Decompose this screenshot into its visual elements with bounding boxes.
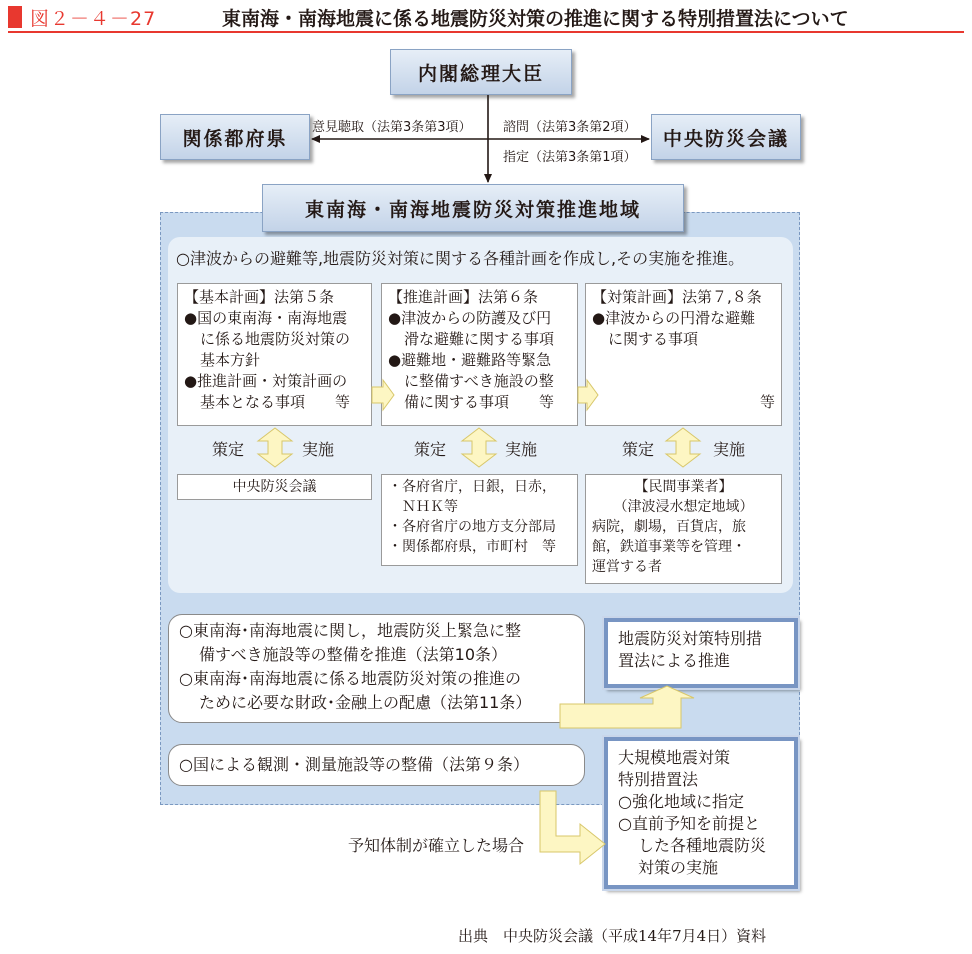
measures-line: ○国による観測・測量施設等の整備（法第９条）	[179, 755, 529, 774]
source-note: 出典 中央防災会議（平成14年7月4日）資料	[458, 927, 767, 945]
plan-promotion-line: 備に関する事項 等	[404, 393, 555, 411]
large-scale-line: 大規模地震対策	[618, 748, 731, 767]
implementer-line: 運営する者	[592, 559, 662, 575]
edge-label-designate: 指定（法第3条第1項）	[503, 150, 637, 165]
flow-arrow-promotion-to-countermeasure	[578, 380, 598, 410]
implementer-line: ・各府省庁の地方支分部局	[388, 519, 556, 535]
double-arrow-basic	[258, 428, 292, 467]
implementer-line: ・関係都府県，市町村 等	[388, 539, 556, 555]
figure-title: 東南海・南海地震に係る地震防災対策の推進に関する特別措置法について	[222, 8, 849, 30]
edge-label-consult: 諮問（法第3条第2項）	[503, 120, 637, 135]
plan-promotion-line: 滑な避難に関する事項	[404, 330, 555, 348]
node-prime-minister: 内閣総理大臣	[390, 49, 572, 95]
plan-promotion-line: ●津波からの防護及び円	[388, 309, 552, 327]
label-implement: 実施	[302, 440, 335, 459]
large-scale-line: ○直前予知を前提と	[618, 814, 760, 833]
implementer-line: 病院，劇場，百貨店，旅	[592, 519, 746, 535]
plan-promotion-line: ●避難地・避難路等緊急	[388, 351, 552, 369]
plan-promotion-line: に整備すべき施設の整	[404, 372, 554, 390]
arrow-to-special-law	[560, 686, 694, 728]
plan-promotion-title: 【推進計画】法第６条	[388, 288, 539, 306]
plan-basic-line: ●国の東南海・南海地震	[184, 309, 348, 327]
label-formulate: 策定	[212, 440, 245, 459]
node-prefectures: 関係都府県	[160, 114, 310, 160]
large-scale-line: 特別措置法	[618, 770, 699, 789]
implementer-line: （津波浸水想定地域）	[613, 499, 754, 515]
plan-countermeasure-line: に関する事項	[608, 330, 699, 348]
edge-label-hearing: 意見聴取（法第3条第3項）	[312, 120, 472, 135]
measures-line: ○東南海･南海地震に関し，地震防災上緊急に整	[179, 621, 521, 640]
special-law-line: 地震防災対策特別措	[618, 629, 763, 648]
implementer-line: ＮＨＫ等	[388, 499, 458, 515]
arrow-to-large-scale-law	[540, 791, 605, 864]
label-implement: 実施	[713, 440, 746, 459]
plan-basic-title: 【基本計画】法第５条	[184, 288, 335, 306]
measures-line: 備すべき施設等の整備を推進（法第10条）	[199, 645, 508, 664]
flow-arrow-basic-to-promotion	[372, 380, 394, 410]
measures-line: ために必要な財政･金融上の配慮（法第11条）	[199, 693, 532, 712]
double-arrow-countermeasure	[666, 428, 700, 467]
label-formulate: 策定	[414, 440, 447, 459]
plan-countermeasure-title: 【対策計画】法第７,８条	[592, 288, 762, 306]
special-law-line: 置法による推進	[618, 651, 731, 670]
prediction-condition-label: 予知体制が確立した場合	[348, 836, 525, 855]
large-scale-line: した各種地震防災	[638, 836, 767, 855]
plan-basic-line: 基本となる事項 等	[200, 393, 351, 411]
label-formulate: 策定	[622, 440, 655, 459]
plan-basic-line: に係る地震防災対策の	[200, 330, 351, 348]
node-promotion-region: 東南海・南海地震防災対策推進地域	[262, 184, 684, 232]
large-scale-line: ○強化地域に指定	[618, 792, 744, 811]
node-central-council: 中央防災会議	[651, 114, 801, 160]
implementer-line: ・各府省庁，日銀，日赤，	[388, 479, 556, 495]
plan-countermeasure-line: ●津波からの円滑な避難	[592, 309, 756, 327]
plan-countermeasure-etc: 等	[759, 393, 775, 411]
implementer-line: 【民間事業者】	[634, 479, 733, 495]
figure-number: 図２－４－27	[30, 8, 157, 30]
implementer-line: 中央防災会議	[232, 479, 317, 495]
double-arrow-promotion	[462, 428, 496, 467]
plans-summary: ○津波からの避難等,地震防災対策に関する各種計画を作成し,その実施を推進。	[176, 249, 745, 268]
large-scale-line: 対策の実施	[638, 858, 719, 877]
plan-basic-line: ●推進計画・対策計画の	[184, 372, 348, 390]
label-implement: 実施	[505, 440, 538, 459]
measures-line: ○東南海･南海地震に係る地震防災対策の推進の	[179, 669, 521, 688]
plan-basic-line: 基本方針	[200, 351, 261, 369]
implementer-line: 館，鉄道事業等を管理・	[592, 539, 746, 555]
